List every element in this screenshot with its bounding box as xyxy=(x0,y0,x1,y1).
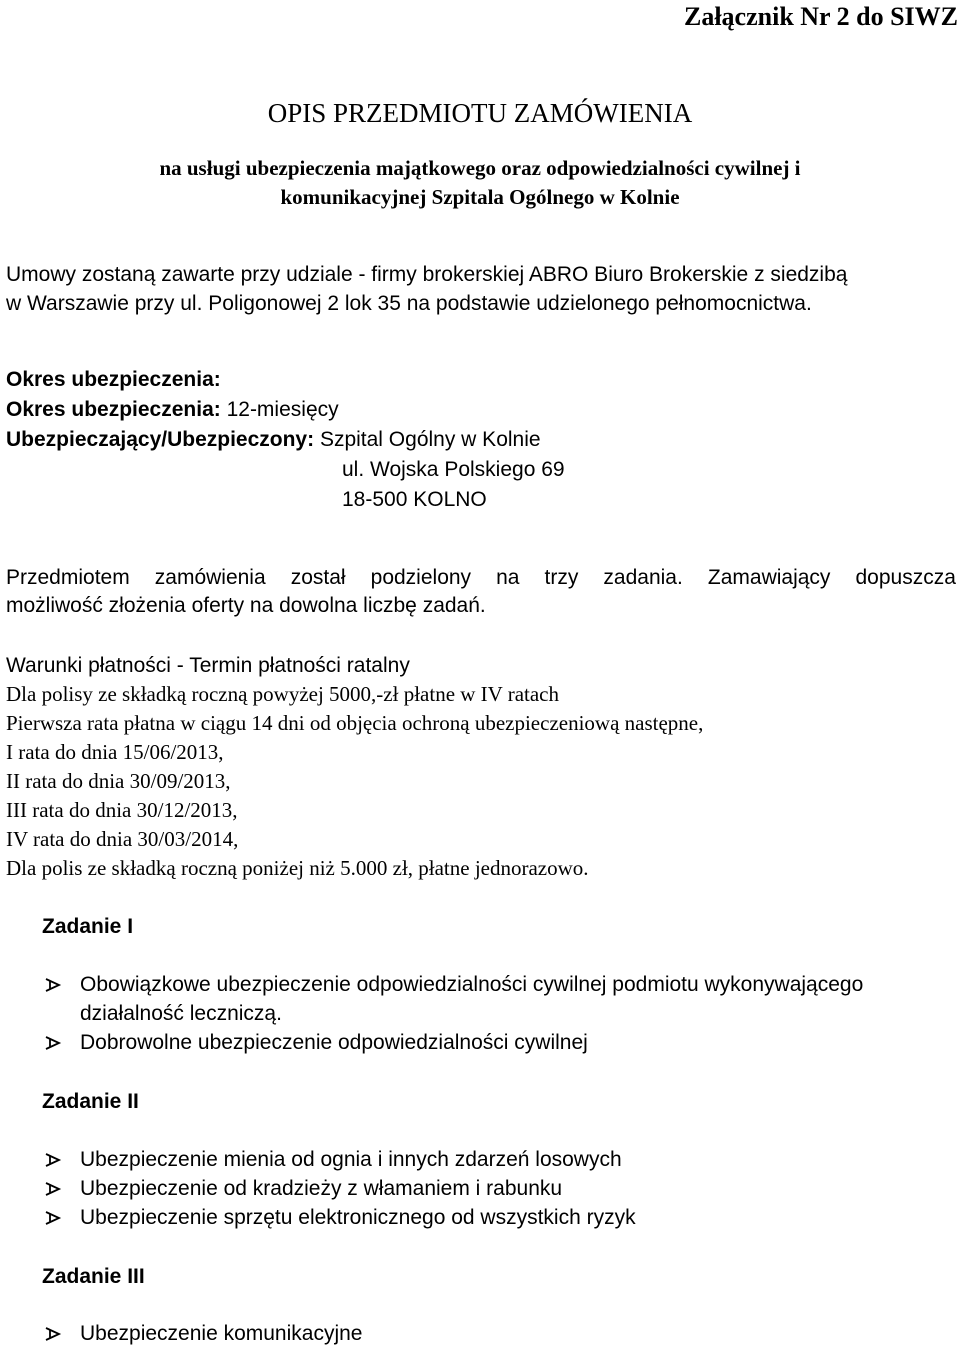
annex-label: Załącznik Nr 2 do SIWZ xyxy=(683,2,958,31)
subject-word: zamówienia xyxy=(154,566,266,589)
subject-word: został xyxy=(290,566,346,589)
task-1-item-1: Obowiązkowe ubezpieczenie odpowiedzialności cywilnej podmiotu wykonywającego xyxy=(80,973,864,996)
bullet-arrow-icon xyxy=(44,976,62,994)
payment-line-2: Dla polisy ze składką roczną powyżej 5000,-zł płatne w IV ratach xyxy=(6,682,559,706)
bullet-arrow-icon xyxy=(44,1151,62,1169)
bullet-arrow-icon xyxy=(44,1180,62,1198)
subject-word: Zamawiający xyxy=(707,566,831,589)
address-line-2: 18-500 KOLNO xyxy=(342,488,487,511)
payment-line-1: Warunki płatności - Termin płatności ratalny xyxy=(6,654,410,677)
subject-word: na xyxy=(496,566,520,589)
bullet-arrow-icon xyxy=(44,1209,62,1227)
bullet-arrow-icon xyxy=(44,1325,62,1343)
task-2-item-1: Ubezpieczenie mienia od ognia i innych zdarzeń losowych xyxy=(80,1148,622,1171)
bullet-arrow-icon xyxy=(44,1034,62,1052)
payment-line-3: Pierwsza rata płatna w ciągu 14 dni od objęcia ochroną ubezpieczeniową następne, xyxy=(6,711,704,735)
payment-line-6: III rata do dnia 30/12/2013, xyxy=(6,798,238,822)
insured-value: Szpital Ogólny w Kolnie xyxy=(314,428,541,451)
task-1-heading: Zadanie I xyxy=(42,915,134,938)
document-subtitle-line-1: na usługi ubezpieczenia majątkowego oraz odpowiedzialności cywilnej i xyxy=(159,156,801,180)
subject-word: trzy xyxy=(544,566,579,589)
subject-line-2: możliwość złożenia oferty na dowolna liczbę zadań. xyxy=(6,594,486,617)
subject-word: podzielony xyxy=(370,566,472,589)
task-2-item-2: Ubezpieczenie od kradzieży z włamaniem i rabunku xyxy=(80,1177,563,1200)
subject-word: zadania. xyxy=(603,566,683,589)
subject-word: dopuszcza xyxy=(855,566,956,589)
payment-line-4: I rata do dnia 15/06/2013, xyxy=(6,740,224,764)
payment-line-5: II rata do dnia 30/09/2013, xyxy=(6,769,231,793)
payment-line-7: IV rata do dnia 30/03/2014, xyxy=(6,827,239,851)
payment-line-8: Dla polis ze składką roczną poniżej niż 5.000 zł, płatne jednorazowo. xyxy=(6,856,589,880)
insured-row xyxy=(6,429,541,450)
task-1-item-2: Dobrowolne ubezpieczenie odpowiedzialności cywilnej xyxy=(80,1031,588,1054)
document-subtitle-line-2: komunikacyjnej Szpitala Ogólnego w Kolnie xyxy=(280,185,680,209)
intro-line-2: w Warszawie przy ul. Poligonowej 2 lok 35 na podstawie udzielonego pełnomocnictwa. xyxy=(6,292,812,315)
task-2-heading: Zadanie II xyxy=(42,1090,139,1113)
subject-word: Przedmiotem xyxy=(6,566,130,589)
insurance-period-value: 12-miesięcy xyxy=(220,398,339,421)
task-3-item-1: Ubezpieczenie komunikacyjne xyxy=(80,1322,363,1345)
task-3-heading: Zadanie III xyxy=(42,1265,145,1288)
insured-label: Ubezpieczający/Ubezpieczony: xyxy=(6,428,315,451)
insurance-period-heading: Okres ubezpieczenia: xyxy=(6,368,221,391)
document-title: OPIS PRZEDMIOTU ZAMÓWIENIA xyxy=(267,98,693,128)
insurance-period-row xyxy=(6,399,339,420)
subject-line-1 xyxy=(6,567,956,588)
task-2-item-3: Ubezpieczenie sprzętu elektronicznego od wszystkich ryzyk xyxy=(80,1206,636,1229)
task-1-item-1-continued: działalność leczniczą. xyxy=(80,1002,282,1025)
address-line-1: ul. Wojska Polskiego 69 xyxy=(342,458,565,481)
insurance-period-label: Okres ubezpieczenia: xyxy=(6,398,221,421)
intro-line-1: Umowy zostaną zawarte przy udziale - firmy brokerskiej ABRO Biuro Brokerskie z siedzibą xyxy=(6,263,848,286)
